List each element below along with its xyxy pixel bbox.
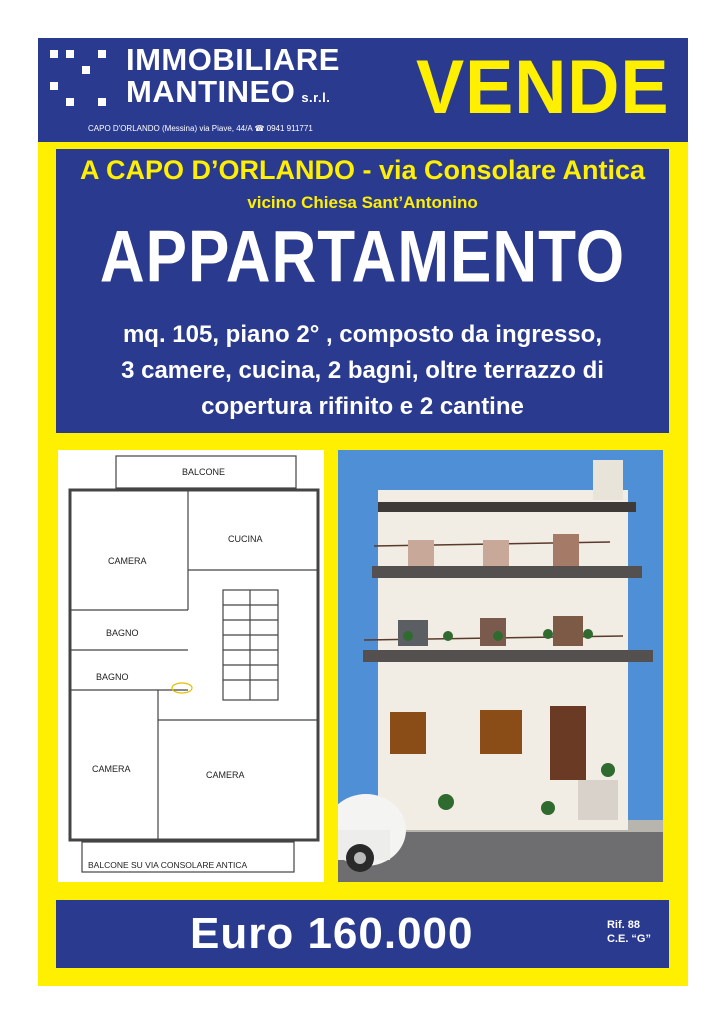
- listing-type: APPARTAMENTO: [99, 216, 626, 299]
- price-banner: [54, 898, 671, 970]
- reference-info: [607, 918, 651, 946]
- description-line: 3 camere, cucina, 2 bagni, oltre terrazzo di: [121, 357, 604, 384]
- listing-panel: [54, 147, 671, 435]
- floor-plan: [58, 450, 324, 882]
- room-bagno-2: BAGNO: [96, 672, 129, 682]
- listing-nearby: vicino Chiesa Sant’Antonino: [247, 193, 478, 212]
- agency-name-line1: IMMOBILIARE: [126, 42, 340, 77]
- description-line: copertura rifinito e 2 cantine: [201, 393, 524, 420]
- reference-number: Rif. 88: [606, 919, 640, 931]
- floor-plan-drawing: [58, 450, 324, 882]
- description-line: mq. 105, piano 2° , composto da ingresso,: [122, 321, 603, 348]
- agency-name-line2: MANTINEO: [126, 74, 296, 109]
- room-cucina: CUCINA: [228, 534, 263, 544]
- listing-description: [56, 317, 669, 425]
- agency-suffix: s.r.l.: [301, 90, 331, 105]
- room-camera-3: CAMERA: [206, 770, 245, 780]
- agency-logo-icon: [48, 48, 110, 120]
- room-camera-2: CAMERA: [92, 764, 131, 774]
- agency-name: [126, 44, 340, 114]
- room-balcone-bottom: BALCONE SU VIA CONSOLARE ANTICA: [88, 860, 248, 870]
- header-banner: [38, 38, 688, 142]
- price-label: Euro 160.000: [190, 909, 474, 958]
- listing-location: A CAPO D’ORLANDO - via Consolare Antica: [79, 155, 646, 185]
- energy-class: C.E. “G”: [606, 933, 651, 945]
- room-camera-1: CAMERA: [108, 556, 147, 566]
- agency-address: CAPO D'ORLANDO (Messina) via Piave, 44/A ☎ 0941 911771: [88, 124, 313, 133]
- headline-vende: VENDE: [416, 45, 670, 130]
- building-photo: [338, 450, 663, 882]
- room-bagno-1: BAGNO: [106, 628, 139, 638]
- room-balcone-top: BALCONE: [182, 467, 226, 477]
